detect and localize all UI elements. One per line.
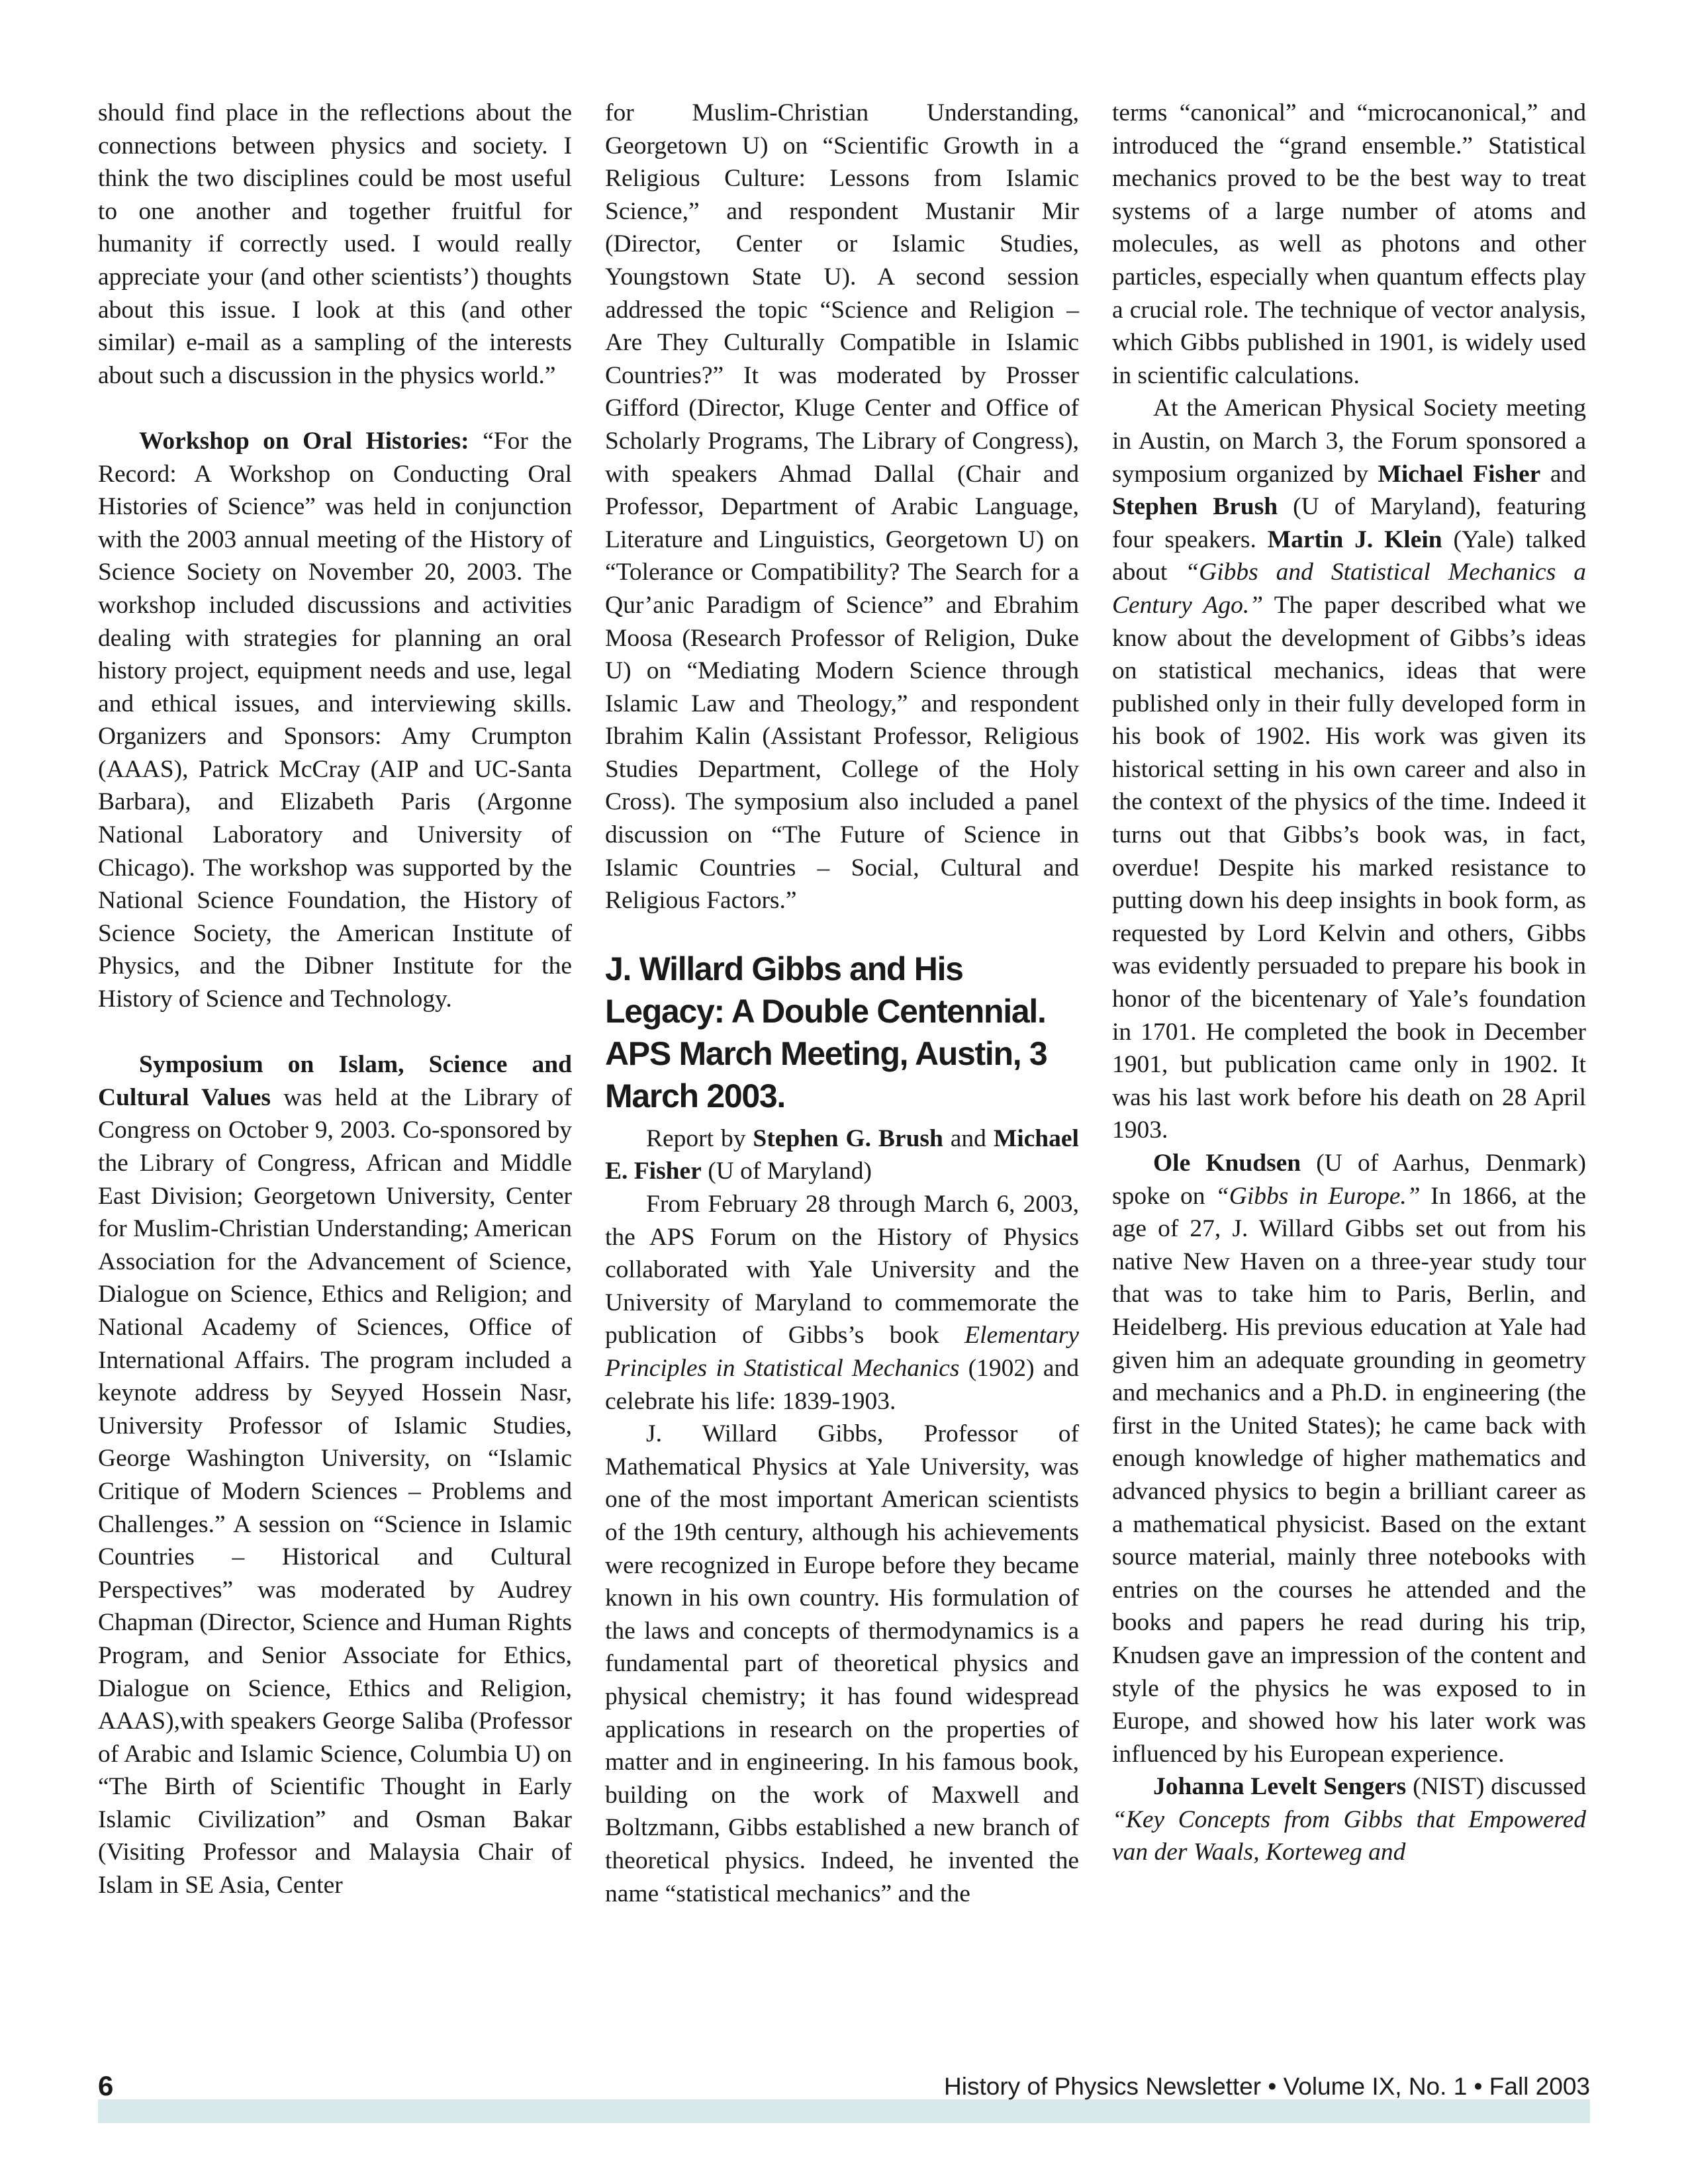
paragraph-text: (U of Maryland), featuring four speakers. bbox=[1112, 493, 1586, 553]
paragraph: terms “canonical” and “microcanonical,” and introduced the “grand ensemble.” Statistical mechanics proved to be the best way to treat systems of a large number of atoms and molecules, as well as photons and other particles, especially when quantum effects play a crucial role. The technique of vector analysis, which Gibbs published in 1901, is widely used in scientific calculations. bbox=[1112, 99, 1586, 389]
paragraph-islam-symposium bbox=[98, 1048, 572, 1901]
column-1 bbox=[98, 97, 572, 1902]
section-title: Symposium on Islam, Science and Cultural Values bbox=[98, 1051, 572, 1111]
paragraph-text: (NIST) discussed bbox=[1406, 1773, 1586, 1801]
paragraph bbox=[1112, 392, 1586, 1147]
paragraph: J. Willard Gibbs, Professor of Mathematical Physics at Yale University, was one of the most important American scientists of the 19th century, although his achievements were recognized in Europe before they became known in his own country. His formulation of the laws and concepts of thermodynamics is a fundamental part of theoretical physics and physical chemistry; it has found widespread applications in research on the properties of matter and in engineering. In his famous book, building on the work of Maxwell and Boltzmann, Gibbs established a new branch of theoretical physics. Indeed, he invented the name “statistical mechanics” and the bbox=[605, 1420, 1079, 1907]
footer-bar bbox=[98, 2099, 1590, 2123]
paragraph-text: “For the Record: A Workshop on Conducting Oral Histories of Science” was held in conjunction with the 2003 annual meeting of the History of Science Society on November 20, 2003. The workshop included discussions and activities dealing with strategies for planning an oral history project, equipment needs and use, legal and ethical issues, and interviewing skills. Organizers and Sponsors: Amy Crumpton (AAAS), Patrick McCray (AIP and UC-Santa Barbara), and Elizabeth Paris (Argonne National Laboratory and University of Chicago). The workshop was supported by the National Science Foundation, the History of Science Society, the American Institute of Physics, and the Dibner Institute for the History of Science and Technology. bbox=[98, 427, 573, 1013]
paragraph bbox=[1112, 1147, 1586, 1770]
byline-text: and bbox=[943, 1124, 994, 1152]
paragraph-text: (1902) and celebrate his life: 1839-1903. bbox=[605, 1355, 1079, 1415]
speaker-name: Johanna Levelt Sengers bbox=[1153, 1773, 1407, 1801]
talk-title: “Gibbs in Europe.” bbox=[1215, 1182, 1421, 1210]
organizer-name: Stephen Brush bbox=[1112, 493, 1278, 521]
byline-text: (U of Maryland) bbox=[701, 1158, 872, 1185]
paragraph bbox=[605, 1188, 1079, 1418]
column-2 bbox=[605, 97, 1079, 1910]
author-name: Stephen G. Brush bbox=[753, 1124, 943, 1152]
footer-publication: History of Physics Newsletter • Volume IX, No. 1 • Fall 2003 bbox=[944, 2073, 1590, 2100]
paragraph-text: was held at the Library of Congress on October 9, 2003. Co-sponsored by the Library of Congress, African and Middle East Division; Georgetown University, Center for Muslim-Christian Understanding; American Association for the Advancement of Science, Dialogue on Science, Ethics and Religion; and National Academy of Sciences, Office of International Affairs. The program included a keynote address by Seyyed Hossein Nasr, University Professor of Islamic Studies, George Washington University, on “Islamic Critique of Modern Sciences – Problems and Challenges.” A session on “Science in Islamic Countries – Historical and Cultural Perspectives” was moderated by Audrey Chapman (Director, Science and Human Rights Program, and Senior Associate for Ethics, Dialogue on Science, Ethics and Religion, AAAS),with speakers George Saliba (Professor of Arabic and Islamic Science, Columbia U) on “The Birth of Scientific Thought in Early Islamic Civilization” and Osman Bakar (Visiting Professor and Malaysia Chair of Islam in SE Asia, Center bbox=[98, 1083, 572, 1899]
page-number: 6 bbox=[98, 2070, 114, 2101]
talk-title: “Key Concepts from Gibbs that Empowered van der Waals, Korteweg and bbox=[1112, 1805, 1586, 1866]
section-title: Workshop on Oral Histories: bbox=[139, 427, 469, 455]
paragraph-text: (Yale) talked about bbox=[1112, 525, 1586, 586]
report-byline bbox=[605, 1122, 1079, 1188]
paragraph-text: The paper described what we know about the development of Gibbs’s ideas on statistical mechanics, ideas that were published only in their fully developed form in his book of 1902. His work was given its historical setting in his own career and also in the context of the physics of the time. Indeed it turns out that Gibbs’s book was, in fact, overdue! Despite his marked resistance to putting down his deep insights in book form, as requested by Lord Kelvin and others, Gibbs was evidently persuaded to prepare his book in honor of the bicentenary of Yale’s foundation in 1701. He completed the book in December 1901, but publication came only in 1902. It was his last work before his death on 28 April 1903. bbox=[1112, 591, 1586, 1144]
byline-text: Report by bbox=[646, 1124, 753, 1152]
paragraph-text: From February 28 through March 6, 2003, the APS Forum on the History of Physics collaborated with Yale University and the University of Maryland to commemorate the publication of Gibbs’s book bbox=[605, 1191, 1079, 1349]
speaker-name: Ole Knudsen bbox=[1153, 1150, 1301, 1177]
article-heading: J. Willard Gibbs and His Legacy: A Double Centennial. APS March Meeting, Austin, 3 March 2003. bbox=[605, 950, 1047, 1115]
column-3 bbox=[1112, 97, 1586, 1869]
paragraph-text: (U of Aarhus, Denmark) spoke on bbox=[1112, 1150, 1587, 1210]
paragraph-oral-histories bbox=[98, 425, 572, 1016]
paragraph: should find place in the reflections about the connections between physics and society. I think the two disciplines could be most useful to one another and together fruitful for humanity if correctly used. I would really appreciate your (and other scientists’) thoughts about this issue. I look at this (and other similar) e-mail as a sampling of the interests about such a discussion in the physics world.” bbox=[98, 99, 572, 389]
speaker-name: Martin J. Klein bbox=[1267, 525, 1442, 553]
paragraph-text: In 1866, at the age of 27, J. Willard Gibbs set out from his native New Haven on a three-year study tour that was to take him to Paris, Berlin, and Heidelberg. His previous education at Yale had given him an adequate grounding in geometry and mechanics and a Ph.D. in engineering (the first in the United States); he came back with enough knowledge of higher mathematics and advanced physics to begin a brilliant career as a mathematical physicist. Based on the extant source material, mainly three notebooks with entries on the courses he attended and the books and papers he read during his trip, Knudsen gave an impression of the content and style of the physics he was exposed to in Europe, and showed how his later work was influenced by his European experience. bbox=[1112, 1182, 1586, 1768]
author-name: Michael E. Fisher bbox=[605, 1124, 1079, 1185]
talk-title: “Gibbs and Statistical Mechanics a Century Ago.” bbox=[1112, 559, 1586, 619]
paragraph-text: and bbox=[1540, 460, 1586, 488]
book-title: Elementary Principles in Statistical Mechanics bbox=[605, 1322, 1079, 1382]
paragraph: for Muslim-Christian Understanding, Georgetown U) on “Scientific Growth in a Religious Culture: Lessons from Islamic Science,” and respondent Mustanir Mir (Director, Center or Islamic Studies, Youngstown State U). A second session addressed the topic “Science and Religion – Are They Culturally Compatible in Islamic Countries?” It was moderated by Prosser Gifford (Director, Kluge Center and Office of Scholarly Programs, The Library of Congress), with speakers Ahmad Dallal (Chair and Professor, Department of Arabic Language, Literature and Linguistics, Georgetown U) on “Tolerance or Compatibility? The Search for a Qur’anic Paradigm of Science” and Ebrahim Moosa (Research Professor of Religion, Duke U) on “Mediating Modern Science through Islamic Law and Theology,” and respondent Ibrahim Kalin (Assistant Professor, Religious Studies Department, College of the Holy Cross). The symposium also included a panel discussion on “The Future of Science in Islamic Countries – Social, Cultural and Religious Factors.” bbox=[605, 99, 1079, 915]
paragraph bbox=[1112, 1770, 1586, 1869]
paragraph-text: At the American Physical Society meeting in Austin, on March 3, the Forum sponsored a symposium organized by bbox=[1112, 394, 1586, 488]
organizer-name: Michael Fisher bbox=[1378, 460, 1541, 488]
